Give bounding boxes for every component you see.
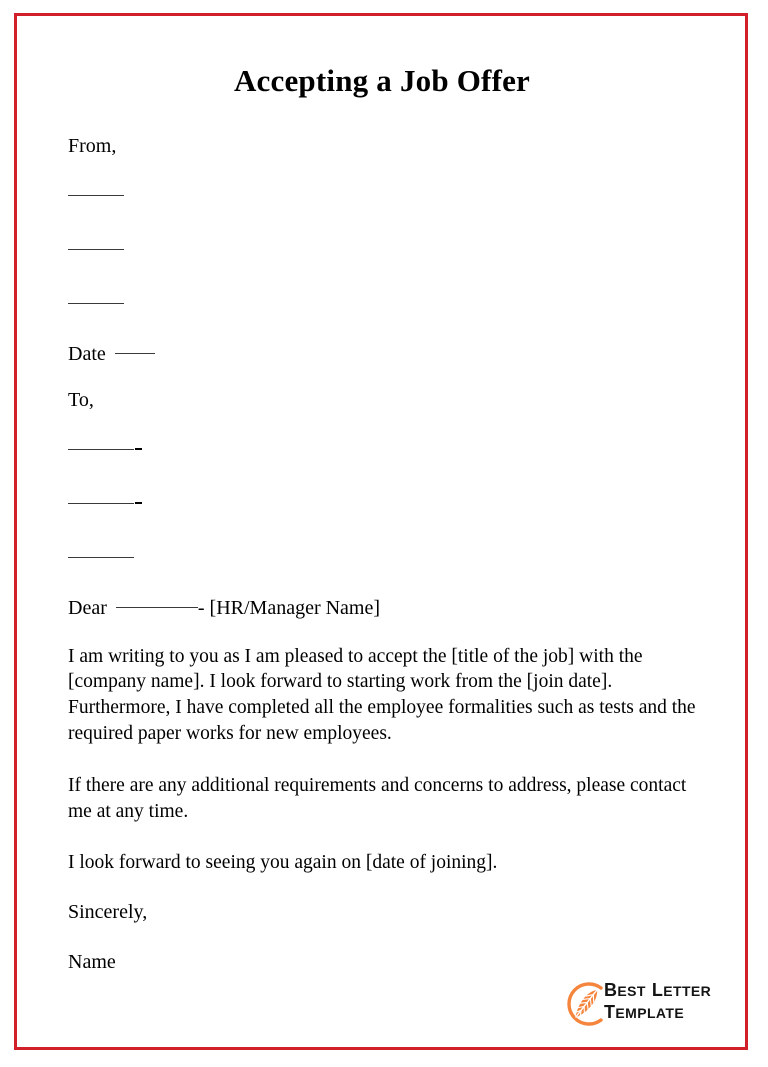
spacer (68, 156, 714, 186)
spacer (68, 747, 714, 773)
spacer (68, 314, 714, 344)
hyphen-tick (135, 448, 142, 450)
letter-content (68, 63, 714, 972)
from-label: From, (68, 134, 117, 157)
brand-logo-text (604, 980, 711, 1024)
red-border-frame (14, 13, 748, 1050)
spacer (68, 922, 714, 952)
brand-logo (560, 975, 720, 1035)
from-blank-line-1 (68, 186, 714, 206)
spacer (68, 568, 714, 598)
salutation-separator: - (197, 596, 205, 619)
to-blank-line-2 (68, 494, 714, 514)
to-blank-line-3 (68, 548, 714, 568)
spacer (68, 206, 714, 240)
date-label: Date (68, 342, 106, 365)
blank-rule (68, 249, 124, 250)
logo-l: L (651, 980, 664, 1000)
salutation-blank-rule (116, 607, 198, 608)
valediction: Sincerely, (68, 901, 148, 924)
body-paragraph-1: I am writing to you as I am pleased to accept the [title of the job] with the [company name]. I look forward to starting work from the [join date]. Furthermore, I have completed all the employee formalities such as tests and the required paper works for new employees. (68, 645, 696, 745)
brand-logo-line-1 (604, 980, 711, 1002)
spacer (68, 410, 714, 440)
to-blank-line-1 (68, 440, 714, 460)
from-blank-line-2 (68, 240, 714, 260)
brand-logo-line-2 (604, 1002, 711, 1024)
from-blank-line-3 (68, 294, 714, 314)
body-paragraph-2: If there are any additional requirements and concerns to address, please contact me at any time. (68, 774, 687, 822)
page-title: Accepting a Job Offer (233, 63, 531, 98)
spacer (68, 824, 714, 850)
salutation-label: Dear (68, 596, 107, 619)
spacer (68, 618, 714, 644)
to-label: To, (68, 388, 94, 411)
spacer (68, 514, 714, 548)
logo-b: B (604, 980, 618, 1000)
blank-rule (68, 503, 134, 504)
blank-rule (68, 557, 134, 558)
spacer (68, 260, 714, 294)
date-line (68, 344, 714, 364)
salutation-line (68, 598, 714, 618)
logo-emplate: EMPLATE (615, 1005, 685, 1021)
logo-t: T (604, 1002, 616, 1022)
hyphen-tick (135, 502, 142, 504)
logo-est: EST (617, 983, 646, 999)
logo-etter: ETTER (663, 983, 712, 999)
salutation-placeholder: [HR/Manager Name] (209, 596, 381, 619)
spacer (68, 876, 714, 902)
signature-name: Name (68, 951, 116, 974)
blank-rule (68, 195, 124, 196)
body-paragraph-3: I look forward to seeing you again on [date of joining]. (68, 852, 498, 874)
spacer (68, 99, 714, 136)
date-blank-rule (115, 353, 155, 354)
blank-rule (68, 449, 134, 450)
spacer (68, 364, 714, 390)
spacer (68, 460, 714, 494)
blank-rule (68, 303, 124, 304)
